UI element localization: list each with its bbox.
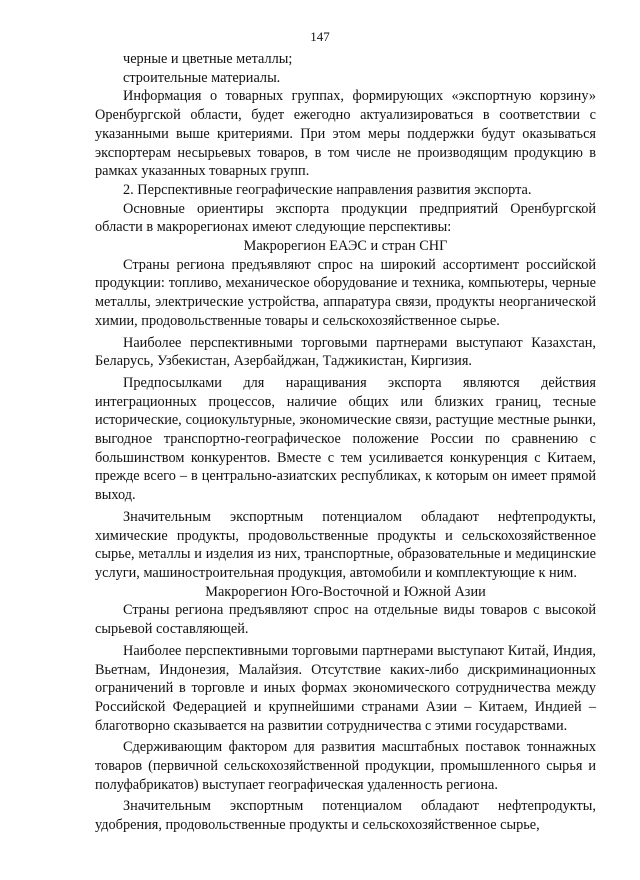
paragraph-asia-potential: Значительным экспортным потенциалом обладают нефтепродукты, удобрения, продовольственные продукты и сельскохозяйственное сырье, [95, 798, 596, 834]
section-title-geographic-directions: 2. Перспективные географические направления развития экспорта. [123, 181, 532, 198]
paragraph-eaeu-prerequisites: Предпосылками для наращивания экспорта являются действия интеграционных процессов, наличие общих или близких границ, тесные исторические, социокультурные, экономические связи, растущие местные рынки, выгодное транспортно-географическое положение России по сравнению с большинством конкурентов. Вместе с тем усиливается конкуренция с Китаем, прежде всего – в центрально-азиатских республиках, к которым он имеет прямой выход. [95, 374, 596, 504]
page-number: 147 [310, 29, 330, 44]
heading-eaeu-cis: Макрорегион ЕАЭС и стран СНГ [243, 238, 448, 255]
paragraph-eaeu-partners: Наиболее перспективными торговыми партнерами выступают Казахстан, Беларусь, Узбекистан, Азербайджан, Таджикистан, Киргизия. [95, 334, 596, 370]
paragraph-eaeu-demand: Страны региона предъявляют спрос на широкий ассортимент российской продукции: топливо, механическое оборудование и техника, компьютеры, черные металлы, электрические устройства, аппаратура связи, продукты неорганической химии, продовольственные товары и сельскохозяйственное сырье. [95, 256, 596, 329]
paragraph-asia-partners: Наиболее перспективными торговыми партнерами выступают Китай, Индия, Вьетнам, Индонезия, Малайзия. Отсутствие каких-либо дискриминационных ограничений в торговле и иных формах экономического сотрудничества между Российской Федерацией и крупнейшими странами Азии – Китаем, Индией – благотворно сказывается на развитии сотрудничества с этими государствами. [95, 642, 596, 734]
list-item-building-materials: строительные материалы. [123, 69, 281, 86]
paragraph-eaeu-potential: Значительным экспортным потенциалом обладают нефтепродукты, химические продукты, продовольственные продукты и сельскохозяйственное сырье, металлы и изделия из них, транспортные, образовательные и медицинские услуги, машиностроительная продукция, автомобили и комплектующие к ним. [95, 508, 596, 581]
paragraph-export-guidelines: Основные ориентиры экспорта продукции предприятий Оренбургской области в макрорегионах имеют следующие перспективы: [95, 200, 596, 236]
paragraph-asia-demand: Страны региона предъявляют спрос на отдельные виды товаров с высокой сырьевой составляющей. [95, 602, 596, 638]
paragraph-export-basket: Информация о товарных группах, формирующих «экспортную корзину» Оренбургской области, будет ежегодно актуализироваться в соответствии с указанными выше критериями. При этом меры поддержки будут оказываться экспортерам несырьевых товаров, в том числе не производящим продукцию в рамках указанных товарных групп. [95, 88, 596, 180]
list-item-metals: черные и цветные металлы; [123, 51, 293, 67]
page-body [95, 50, 596, 835]
heading-southeast-south-asia: Макрорегион Юго-Восточной и Южной Азии [205, 583, 486, 600]
paragraph-asia-constraints: Сдерживающим фактором для развития масштабных поставок тоннажных товаров (первичной сельскохозяйственной продукции, промышленного сырья и полуфабрикатов) выступает географическая удаленность региона. [95, 739, 596, 793]
